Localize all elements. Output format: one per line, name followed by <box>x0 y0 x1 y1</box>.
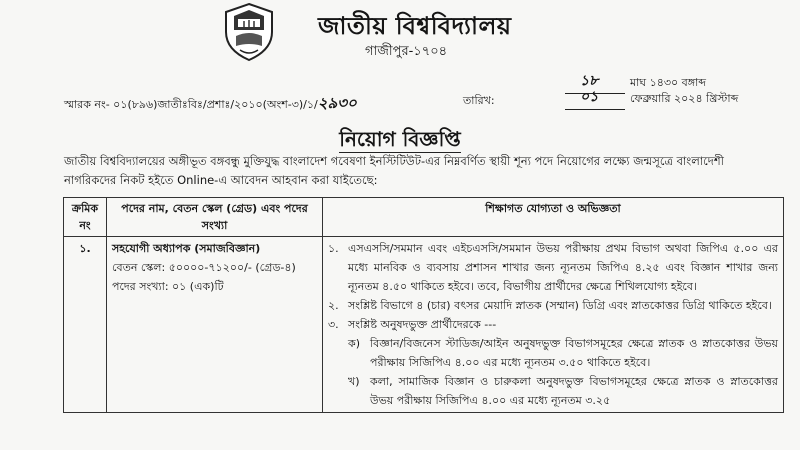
university-logo <box>222 2 276 62</box>
recruitment-table <box>63 197 784 413</box>
memo-handwritten-number: ২৯৩০ <box>317 94 357 112</box>
date-label: তারিখ: <box>463 94 495 107</box>
date-block <box>535 73 785 110</box>
bangla-month-year: মাঘ ১৪৩০ বঙ্গাব্দ <box>630 76 706 89</box>
university-address: গাজীপুর-১৭০৪ <box>365 44 448 59</box>
memo-reference <box>64 92 357 117</box>
english-date <box>535 89 785 110</box>
list-item: ১. এসএসসি/সমমান এবং এইচএসসি/সমমান উভয় পরীক্ষায় প্রথম বিভাগ অথবা জিপিএ ৫.০০ এর মধ্যে মানবিক ও ব্যবসায় প্রশাসন শাখার জন্য ন্যূনতম জিপিএ ৪.২৫ এবং বিজ্ঞান শাখার জন্য ন্যূনতম ৪.৫০ থাকিতে হইবে। তবে, বিভাগীয় প্রার্থীদের ক্ষেত্রে শিথিলযোগ্য হইবে। <box>328 242 778 293</box>
list-item: খ) কলা, সামাজিক বিজ্ঞান ও চারুকলা অনুষদভুক্ত বিভাগসমূহের ক্ষেত্রে স্নাতক ও স্নাতকোত্তর উভয় পরীক্ষায় সিজিপিএ ৪.০০ এর মধ্যে ন্যূনতম ৩.২৫ <box>348 375 778 407</box>
university-name: জাতীয় বিশ্ববিদ্যালয় <box>318 12 512 40</box>
table-row <box>64 237 784 413</box>
header-post: পদের নাম, বেতন স্কেল (গ্রেড) এবং পদের সংখ্যা <box>107 198 323 237</box>
bangla-day: ১৮ <box>580 73 599 89</box>
table-header-row <box>64 198 784 237</box>
post-cell <box>107 237 323 413</box>
serial-cell: ১. <box>64 237 107 413</box>
notice-title: নিয়োগ বিজ্ঞপ্তি <box>339 127 461 151</box>
intro-paragraph: জাতীয় বিশ্ববিদ্যালয়ের অঙ্গীভূত বঙ্গবন্ধু মুক্তিযুদ্ধ বাংলাদেশ গবেষণা ইনস্টিটিউট-এর নিম্নবর্ণিত স্থায়ী শূন্য পদে নিয়োগের লক্ষ্যে জন্মসূত্রে বাংলাদেশী নাগরিকদের নিকট হইতে Online-এ আবেদন আহবান করা যাইতেছে: <box>64 154 724 187</box>
memo-reference-label: স্মারক নং- ০১(৮৯৬)জাতীঃবিঃ/প্রশাঃ/২০১০(অংশ-৩)/১/ <box>64 98 318 111</box>
header-serial: ক্রমিক নং <box>64 198 107 237</box>
post-title: সহযোগী অধ্যাপক (সমাজবিজ্ঞান) <box>112 242 261 255</box>
header-qualification: শিক্ষাগত যোগ্যতা ও অভিজ্ঞতা <box>323 198 784 237</box>
post-count: পদের সংখ্যা: ০১ (এক)টি <box>112 280 224 293</box>
qualification-cell <box>323 237 784 413</box>
list-item: ২. সংশ্লিষ্ট বিভাগে ৪ (চার) বৎসর মেয়াদি স্নাতক (সম্মান) ডিগ্রি এবং স্নাতকোত্তর ডিগ্রি থাকিতে হইবে। <box>328 299 772 312</box>
list-item: ৩. সংশ্লিষ্ট অনুষদভুক্ত প্রার্থীদেরকে --- <box>328 318 497 331</box>
english-month-year: ফেব্রুয়ারি ২০২৪ খ্রিস্টাব্দ <box>630 92 739 105</box>
list-item: ক) বিজ্ঞান/বিজনেস স্টাডিজ/আইন অনুষদভুক্ত বিভাগসমূহের ক্ষেত্রে স্নাতক ও স্নাতকোত্তর উভয় পরীক্ষায় সিজিপিএ ৪.০০ এর মধ্যে ন্যূনতম ৩.৫০ থাকিতে হইবে। <box>348 337 778 369</box>
pay-scale: বেতন স্কেল: ৫০০০০-৭১২০০/- (গ্রেড-৪) <box>112 261 296 274</box>
english-day: ০১ <box>580 89 599 105</box>
